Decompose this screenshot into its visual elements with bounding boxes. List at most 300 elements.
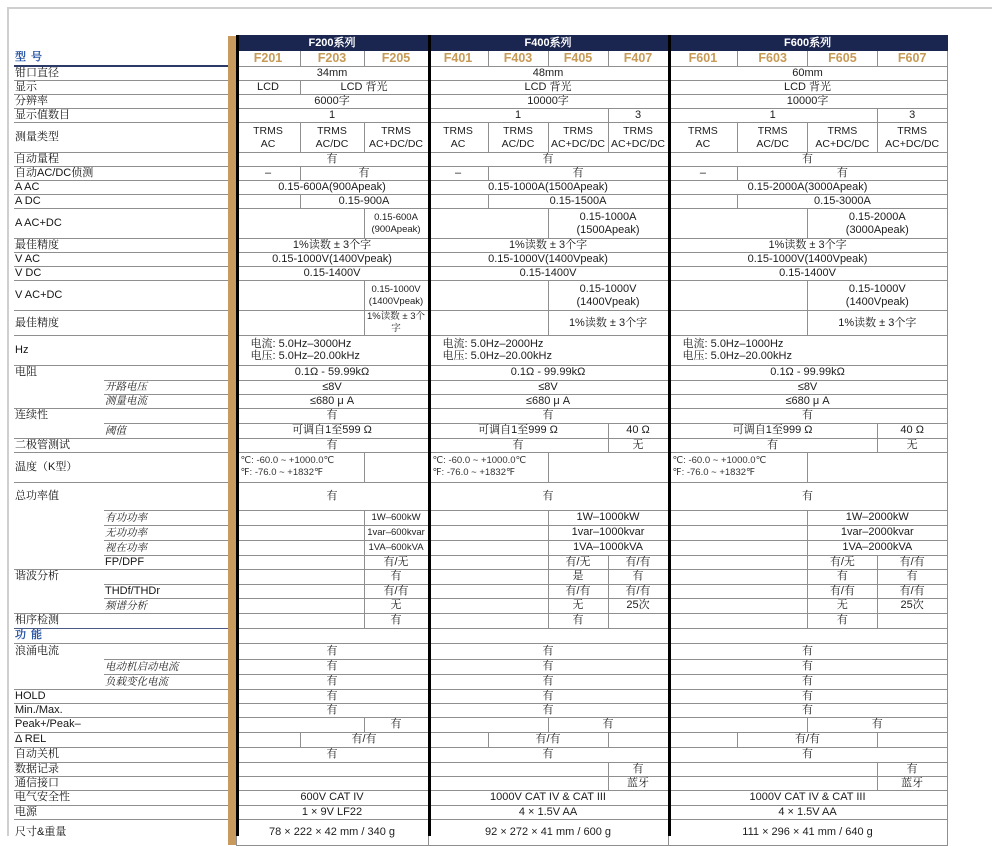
row-label: 尺寸&重量 [14,819,228,845]
spec-cell: 0.1Ω - 59.99kΩ [236,365,428,380]
divider-bar [228,510,236,525]
spec-cell: 1%读数 ± 3个字 [548,311,668,336]
spec-cell: 92 × 272 × 41 mm / 600 g [428,819,668,845]
spec-cell: LCD 背光 [300,81,428,95]
spec-cell: 1 [236,109,428,123]
row-label-indent [14,394,104,408]
spec-cell: 有/无 [548,555,608,569]
spec-cell: LCD 背光 [428,81,668,95]
spec-cell: 有 [236,674,428,689]
spec-cell: 有 [236,703,428,717]
spec-cell [236,613,364,628]
row-sublabel: 有功功率 [104,510,228,525]
divider-bar [228,747,236,762]
row-sublabel: 负载变化电流 [104,674,228,689]
spec-cell: ℃: -60.0 ~ +1000.0℃ ℉: -76.0 ~ +1832℉ [428,452,548,482]
spec-cell [236,195,300,209]
spec-cell [428,555,548,569]
spec-cell: 有 [364,717,428,732]
spec-cell [236,525,364,540]
spec-cell: TRMS AC+DC/DC [608,123,668,153]
spec-cell: 有 [428,659,668,674]
divider-bar [228,167,236,181]
spec-cell: 有 [428,703,668,717]
divider-bar [228,628,236,643]
spec-cell: 0.15-1000V(1400Vpeak) [236,253,428,267]
spec-cell: 有 [300,167,428,181]
row-sublabel: 阈值 [104,423,228,438]
spec-cell: 111 × 296 × 41 mm / 640 g [668,819,947,845]
spec-cell: 有 [364,569,428,584]
spec-cell: 0.15-3000A [738,195,947,209]
spec-cell [236,762,428,776]
spec-cell: 有 [608,569,668,584]
row-label: 电气安全性 [14,790,228,805]
spec-cell: 有/有 [608,584,668,598]
divider-bar [228,153,236,167]
spec-cell: 1VA–1000kVA [548,540,668,555]
row-label: Min./Max. [14,703,228,717]
spec-cell: 无 [877,438,947,452]
row-label: 相序检测 [14,613,228,628]
page-frame-top [7,7,992,9]
row-label: 测量类型 [14,123,228,153]
spec-cell: 有 [428,408,668,423]
spec-cell: 600V CAT IV [236,790,428,805]
spec-cell: 有/有 [877,555,947,569]
row-label: V AC+DC [14,281,228,311]
divider-bar [228,674,236,689]
spec-cell [668,628,947,643]
spec-cell: 有 [668,747,947,762]
spec-cell: 25次 [608,598,668,613]
divider-bar [228,81,236,95]
spec-cell: 有 [236,747,428,762]
divider-bar [228,423,236,438]
row-label: Hz [14,335,228,365]
spec-cell [428,762,608,776]
divider-bar [228,281,236,311]
spec-cell [428,311,548,336]
spec-cell [236,540,364,555]
spec-cell [668,717,808,732]
spec-cell: 0.1Ω - 99.99kΩ [428,365,668,380]
model-cell: F201 [236,51,300,67]
divider-bar [228,776,236,790]
spec-cell [668,598,808,613]
spec-cell: 1var–2000kvar [808,525,948,540]
spec-cell: ≤8V [428,380,668,394]
spec-cell: 1W–600kW [364,510,428,525]
spec-cell [668,584,808,598]
spec-cell [236,555,364,569]
spec-cell: TRMS AC/DC [300,123,364,153]
spec-cell: 1 [428,109,608,123]
spec-cell [668,540,808,555]
row-label-indent [14,555,104,569]
spec-cell [668,195,738,209]
divider-bar [228,394,236,408]
divider-bar [228,253,236,267]
spec-cell [428,598,548,613]
spec-cell: 0.15-1400V [668,267,947,281]
spec-cell: – [236,167,300,181]
row-label: 显示值数目 [14,109,228,123]
model-cell: F401 [428,51,488,67]
spec-cell: ≤8V [236,380,428,394]
spec-cell: LCD [236,81,300,95]
spec-cell: 3 [608,109,668,123]
spec-cell: 78 × 222 × 42 mm / 340 g [236,819,428,845]
divider-bar [228,703,236,717]
spec-cell: 40 Ω [877,423,947,438]
spec-cell: 0.15-1000A(1500Apeak) [428,181,668,195]
row-sublabel: 测量电流 [104,394,228,408]
spec-cell: 有/无 [808,555,878,569]
divider-bar [228,555,236,569]
divider-bar [228,643,236,659]
model-row-label: 型 号 [14,51,228,67]
divider-bar [228,569,236,584]
spec-cell: 4 × 1.5V AA [668,805,947,819]
spec-cell: 0.15-1000V(1400Vpeak) [668,253,947,267]
row-sublabel: FP/DPF [104,555,228,569]
spec-cell [236,311,364,336]
spec-cell: 有 [236,689,428,703]
divider-bar [228,181,236,195]
row-label: 温度（K型） [14,452,228,482]
spec-cell [236,776,428,790]
divider-bar [228,732,236,747]
spec-cell [428,717,548,732]
spec-cell: ℃: -60.0 ~ +1000.0℃ ℉: -76.0 ~ +1832℉ [236,452,364,482]
spec-cell: TRMS AC [236,123,300,153]
spec-cell: 1%读数 ± 3个字 [428,239,668,253]
spec-cell: 0.15-2000A (3000Apeak) [808,209,948,239]
divider-bar [228,335,236,365]
spec-cell: 有 [428,438,608,452]
divider-bar [228,525,236,540]
spec-cell: 电流: 5.0Hz–1000Hz 电压: 5.0Hz–20.00kHz [668,335,947,365]
spec-cell: 有 [668,438,877,452]
row-label: 最佳精度 [14,311,228,336]
corner-blank [14,36,228,51]
spec-cell: 有/有 [488,732,608,747]
row-label: 二极管测试 [14,438,228,452]
spec-cell: 1000V CAT IV & CAT III [428,790,668,805]
model-cell: F403 [488,51,548,67]
spec-cell: 有 [808,717,948,732]
section-label: 功 能 [14,628,228,643]
row-label-indent [14,674,104,689]
spec-cell [548,452,668,482]
spec-cell: 40 Ω [608,423,668,438]
spec-cell: 有 [428,674,668,689]
spec-cell [428,628,668,643]
spec-cell: 有 [808,613,878,628]
row-label: 自动量程 [14,153,228,167]
spec-cell: ℃: -60.0 ~ +1000.0℃ ℉: -76.0 ~ +1832℉ [668,452,808,482]
spec-cell [236,281,364,311]
spec-cell: 0.15-900A [300,195,428,209]
spec-cell [236,628,428,643]
row-label: A AC+DC [14,209,228,239]
spec-cell: 有/有 [877,584,947,598]
spec-cell: 1W–1000kW [548,510,668,525]
spec-cell [428,195,488,209]
spec-cell: 0.15-1400V [236,267,428,281]
spec-cell: 0.15-1000V(1400Vpeak) [428,253,668,267]
divider-bar [228,540,236,555]
spec-cell: 1VA–600kVA [364,540,428,555]
spec-cell [668,762,877,776]
spec-cell: 有/有 [300,732,428,747]
spec-cell: 1%读数 ± 3个字 [808,311,948,336]
spec-cell: 有/有 [738,732,878,747]
row-sublabel: 视在功率 [104,540,228,555]
spec-cell [428,613,548,628]
spec-cell: 有 [608,762,668,776]
spec-cell: 可调自1至599 Ω [236,423,428,438]
model-cell: F205 [364,51,428,67]
row-label: 电源 [14,805,228,819]
divider-bar [228,819,236,845]
spec-cell: TRMS AC+DC/DC [364,123,428,153]
spec-cell: 有 [428,153,668,167]
spec-cell: 有/有 [364,584,428,598]
row-label-indent [14,540,104,555]
spec-cell: 有 [364,613,428,628]
spec-cell: TRMS AC/DC [738,123,808,153]
model-cell: F203 [300,51,364,67]
spec-table [14,35,948,846]
spec-cell: 无 [364,598,428,613]
spec-cell: 0.15-1500A [488,195,668,209]
spec-cell [668,209,808,239]
spec-cell [364,452,428,482]
block-separator-2 [428,35,431,836]
spec-cell [608,732,668,747]
divider-bar [228,659,236,674]
divider-bar [228,123,236,153]
spec-cell: 电流: 5.0Hz–2000Hz 电压: 5.0Hz–20.00kHz [428,335,668,365]
divider-bar [228,365,236,380]
spec-cell: 1var–1000kvar [548,525,668,540]
row-label: A AC [14,181,228,195]
spec-cell: 有 [668,643,947,659]
spec-cell [877,613,947,628]
block-separator-1 [236,35,239,836]
model-cell: F605 [808,51,878,67]
spec-cell: 0.15-1400V [428,267,668,281]
spec-cell: 0.15-1000A (1500Apeak) [548,209,668,239]
row-label: Peak+/Peak– [14,717,228,732]
spec-cell: 25次 [877,598,947,613]
spec-cell: 蓝牙 [608,776,668,790]
divider-bar [228,267,236,281]
row-label: 通信接口 [14,776,228,790]
spec-cell: TRMS AC+DC/DC [808,123,878,153]
spec-cell [668,732,738,747]
spec-cell: 10000字 [428,95,668,109]
model-cell: F603 [738,51,808,67]
row-label: 最佳精度 [14,239,228,253]
spec-cell [668,613,808,628]
divider-bar [228,805,236,819]
spec-cell [668,569,808,584]
row-label: HOLD [14,689,228,703]
spec-cell: 有/无 [364,555,428,569]
spec-cell: 有 [428,482,668,510]
spec-cell: ≤680 μ A [668,394,947,408]
spec-cell: 有 [428,643,668,659]
spec-cell: 有 [668,689,947,703]
spec-cell: 有 [236,659,428,674]
spec-cell [236,584,364,598]
spec-cell: 无 [608,438,668,452]
spec-cell: 有 [236,482,428,510]
spec-cell: 有 [548,613,608,628]
divider-bar [228,613,236,628]
spec-cell: 有 [428,747,668,762]
divider-bar [228,717,236,732]
spec-cell: 有 [877,762,947,776]
spec-cell: 0.15-1000V (1400Vpeak) [808,281,948,311]
spec-cell: 3 [877,109,947,123]
divider-bar [228,51,236,67]
spec-cell: 无 [808,598,878,613]
model-cell: F601 [668,51,738,67]
divider-bar [228,762,236,776]
spec-cell: LCD 背光 [668,81,947,95]
spec-cell [428,569,548,584]
spec-cell: 有 [236,153,428,167]
spec-cell [236,732,300,747]
spec-cell: 0.1Ω - 99.99kΩ [668,365,947,380]
spec-cell: 有/有 [608,555,668,569]
spec-cell: 1 × 9V LF22 [236,805,428,819]
spec-cell: 有 [668,153,947,167]
spec-cell [808,452,948,482]
spec-cell [877,732,947,747]
spec-cell [236,209,364,239]
spec-cell: 0.15-2000A(3000Apeak) [668,181,947,195]
spec-cell: 60mm [668,66,947,80]
row-label: 谐波分析 [14,569,228,584]
divider-bar [228,438,236,452]
spec-cell: 1var–600kvar [364,525,428,540]
row-label: 显示 [14,81,228,95]
spec-cell: TRMS AC [668,123,738,153]
divider-bar [228,452,236,482]
spec-cell: 有 [738,167,947,181]
row-label: 钳口直径 [14,66,228,80]
spec-cell: 电流: 5.0Hz–3000Hz 电压: 5.0Hz–20.00kHz [236,335,428,365]
spec-cell [428,281,548,311]
divider-bar [228,195,236,209]
divider-bar [228,66,236,80]
spec-cell: 0.15-600A(900Apeak) [236,181,428,195]
spec-cell [428,525,548,540]
model-cell: F607 [877,51,947,67]
spec-cell: 有 [877,569,947,584]
spec-cell: 有/有 [548,584,608,598]
spec-cell [668,281,808,311]
row-label: V DC [14,267,228,281]
spec-cell: 1 [668,109,877,123]
spec-cell [428,209,548,239]
spec-cell: 有 [808,569,878,584]
spec-cell [428,732,488,747]
spec-cell: 蓝牙 [877,776,947,790]
divider-bar [228,790,236,805]
spec-cell: 有 [236,408,428,423]
spec-cell [236,717,364,732]
spec-cell: 有 [548,717,668,732]
spec-cell: 0.15-600A (900Apeak) [364,209,428,239]
row-label-indent [14,659,104,674]
spec-cell: 34mm [236,66,428,80]
row-label: 浪涌电流 [14,643,228,659]
spec-cell: ≤680 μ A [428,394,668,408]
spec-cell: 1%读数 ± 3个字 [364,311,428,336]
spec-cell: 有 [236,643,428,659]
row-label-indent [14,598,104,613]
spec-cell: 0.15-1000V (1400Vpeak) [364,281,428,311]
divider-bar [228,598,236,613]
spec-cell [668,311,808,336]
spec-cell: 有 [488,167,668,181]
spec-cell: 1VA–2000kVA [808,540,948,555]
row-label: A DC [14,195,228,209]
row-sublabel: 频谱分析 [104,598,228,613]
spec-cell: – [428,167,488,181]
row-label: 总功率值 [14,482,228,510]
row-label-indent [14,423,104,438]
divider-bar [228,584,236,598]
spec-cell: 0.15-1000V (1400Vpeak) [548,281,668,311]
spec-cell: 无 [548,598,608,613]
page-frame-left [7,7,9,836]
spec-cell: 4 × 1.5V AA [428,805,668,819]
divider-bar [228,408,236,423]
spec-cell: 有 [668,703,947,717]
series-header: F200系列 [236,36,428,51]
divider-bar [228,209,236,239]
divider-bar [228,311,236,336]
series-header: F600系列 [668,36,947,51]
spec-cell: 有 [668,482,947,510]
row-sublabel: THDf/THDr [104,584,228,598]
spec-cell [668,555,808,569]
divider-bar [228,689,236,703]
row-label: 连续性 [14,408,228,423]
row-label: 自动AC/DC侦测 [14,167,228,181]
spec-cell: 48mm [428,66,668,80]
divider-bar [228,109,236,123]
spec-cell: TRMS AC/DC [488,123,548,153]
row-label-indent [14,525,104,540]
spec-cell: 是 [548,569,608,584]
spec-cell: 10000字 [668,95,947,109]
divider-bar [228,482,236,510]
spec-cell [236,510,364,525]
row-sublabel: 电动机启动电流 [104,659,228,674]
spec-cell: ≤680 μ A [236,394,428,408]
spec-cell: 有 [428,689,668,703]
spec-cell: 有 [668,659,947,674]
spec-cell [428,510,548,525]
